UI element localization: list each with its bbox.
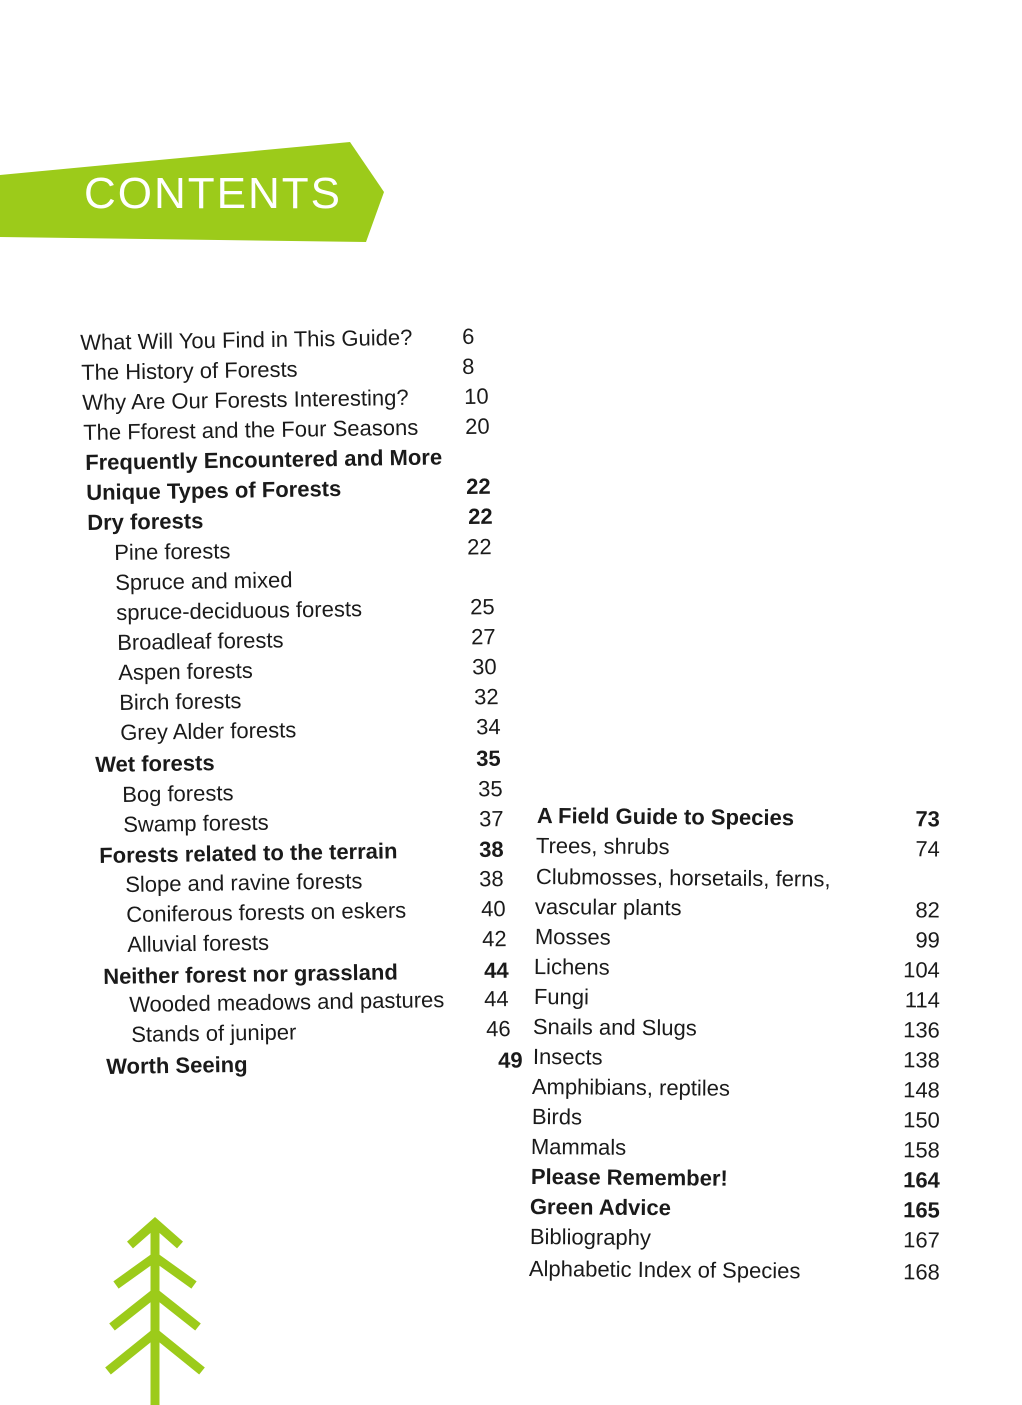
toc-entry-page: 22 bbox=[467, 503, 493, 530]
toc-entry-page: 27 bbox=[470, 624, 496, 650]
toc-entry-page: 138 bbox=[903, 1047, 940, 1073]
toc-entry-page: 44 bbox=[483, 986, 509, 1012]
toc-entry-label: Birch forests bbox=[119, 688, 242, 715]
toc-entry-label: Green Advice bbox=[529, 1194, 672, 1221]
toc-entry-label: Insects bbox=[532, 1044, 603, 1070]
toc-entry-label: Wet forests bbox=[95, 750, 215, 777]
toc-entry-label: Forests related to the terrain bbox=[99, 838, 398, 868]
toc-entry-label: Coniferous forests on eskers bbox=[126, 897, 407, 927]
toc-entry-label: Frequently Encountered and More bbox=[85, 444, 443, 475]
toc-entry-page: 150 bbox=[903, 1107, 940, 1133]
toc-entry-page: 22 bbox=[466, 534, 492, 560]
toc-entry-label: Wooded meadows and pastures bbox=[129, 987, 445, 1017]
tree-icon bbox=[100, 1215, 210, 1405]
toc-entry-label: The History of Forests bbox=[81, 356, 298, 385]
toc-entry-page: 25 bbox=[469, 594, 495, 620]
toc-entry-page: 35 bbox=[475, 745, 501, 772]
toc-entry-label: Worth Seeing bbox=[106, 1051, 248, 1079]
toc-entry-label: Lichens bbox=[533, 954, 610, 980]
toc-entry-label: vascular plants bbox=[534, 894, 682, 921]
toc-entry-page: 82 bbox=[915, 897, 940, 923]
toc-entry-label: Dry forests bbox=[87, 508, 204, 535]
toc-entry-page: 73 bbox=[915, 806, 940, 832]
toc-entry-page: 168 bbox=[903, 1259, 940, 1285]
toc-entry-label: Alluvial forests bbox=[127, 929, 270, 957]
toc-entry-label: Spruce and mixed bbox=[115, 567, 293, 595]
toc-entry-label: Alphabetic Index of Species bbox=[528, 1256, 801, 1284]
toc-entry-label: Bog forests bbox=[122, 780, 234, 807]
toc-entry-label: A Field Guide to Species bbox=[536, 803, 795, 831]
toc-entry-page: 44 bbox=[483, 957, 509, 984]
toc-entry-label: Aspen forests bbox=[118, 657, 253, 685]
toc-entry-page: 42 bbox=[481, 926, 507, 952]
toc-entry-label: Why Are Our Forests Interesting? bbox=[82, 384, 409, 415]
toc-entry-label: Unique Types of Forests bbox=[86, 475, 342, 505]
toc-entry-label: Neither forest nor grassland bbox=[103, 959, 398, 989]
toc-entry-page: 148 bbox=[903, 1077, 940, 1103]
toc-entry-page: 20 bbox=[464, 413, 490, 439]
toc-entry-label: Stands of juniper bbox=[131, 1019, 297, 1047]
toc-entry-label: Amphibians, reptiles bbox=[531, 1074, 731, 1101]
toc-entry-page: 38 bbox=[478, 836, 504, 863]
toc-entry-page: 37 bbox=[478, 806, 504, 832]
toc-entry-label: Mammals bbox=[530, 1134, 627, 1160]
toc-entry-page: 6 bbox=[461, 323, 475, 349]
toc-entry-label: Broadleaf forests bbox=[117, 627, 284, 655]
toc-entry-page: 10 bbox=[463, 383, 489, 409]
toc-entry-label: Trees, shrubs bbox=[535, 833, 670, 860]
toc-entry-page: 38 bbox=[478, 866, 504, 892]
toc-entry-page: 22 bbox=[465, 473, 491, 500]
toc-entry-label: The Fforest and the Four Seasons bbox=[83, 414, 419, 445]
toc-entry-page: 8 bbox=[461, 353, 475, 380]
toc-entry-page: 136 bbox=[903, 1017, 940, 1043]
toc-entry-label: Please Remember! bbox=[530, 1164, 728, 1191]
toc-entry-page: 74 bbox=[915, 836, 940, 862]
toc-entry-page: 35 bbox=[477, 776, 503, 802]
toc-entry-page: 32 bbox=[473, 684, 499, 710]
toc-entry-page: 99 bbox=[915, 927, 940, 953]
toc-entry-page: 114 bbox=[904, 987, 940, 1013]
toc-entry-page: 40 bbox=[480, 896, 506, 922]
toc-entry-page: 46 bbox=[485, 1016, 511, 1042]
toc-entry-label: Slope and ravine forests bbox=[125, 868, 363, 897]
toc-entry-page: 165 bbox=[903, 1197, 940, 1223]
page-title: CONTENTS bbox=[84, 169, 342, 218]
toc-entry-label: Bibliography bbox=[529, 1224, 652, 1251]
toc-entry-label: Clubmosses, horsetails, ferns, bbox=[535, 864, 831, 892]
toc-entry-label: Birds bbox=[531, 1104, 583, 1130]
toc-entry-label: Mosses bbox=[534, 924, 611, 950]
toc-entry-page: 164 bbox=[903, 1167, 940, 1193]
toc-entry-label: What Will You Find in This Guide? bbox=[80, 324, 413, 355]
toc-entry-page: 30 bbox=[471, 654, 497, 680]
toc-entry-label: Swamp forests bbox=[123, 809, 269, 837]
toc-entry-page: 34 bbox=[475, 714, 501, 740]
toc-entry-page: 104 bbox=[903, 957, 940, 983]
toc-entry-label: Pine forests bbox=[114, 538, 231, 565]
toc-entry-label: Grey Alder forests bbox=[120, 717, 297, 745]
toc-entry-page: 158 bbox=[903, 1137, 940, 1163]
toc-entry-label: Snails and Slugs bbox=[532, 1014, 697, 1041]
toc-entry-label: Fungi bbox=[533, 984, 590, 1010]
toc-entry-page: 167 bbox=[903, 1227, 940, 1253]
toc-entry-label: spruce-deciduous forests bbox=[116, 596, 363, 625]
toc-entry-page: 49 bbox=[497, 1047, 523, 1073]
